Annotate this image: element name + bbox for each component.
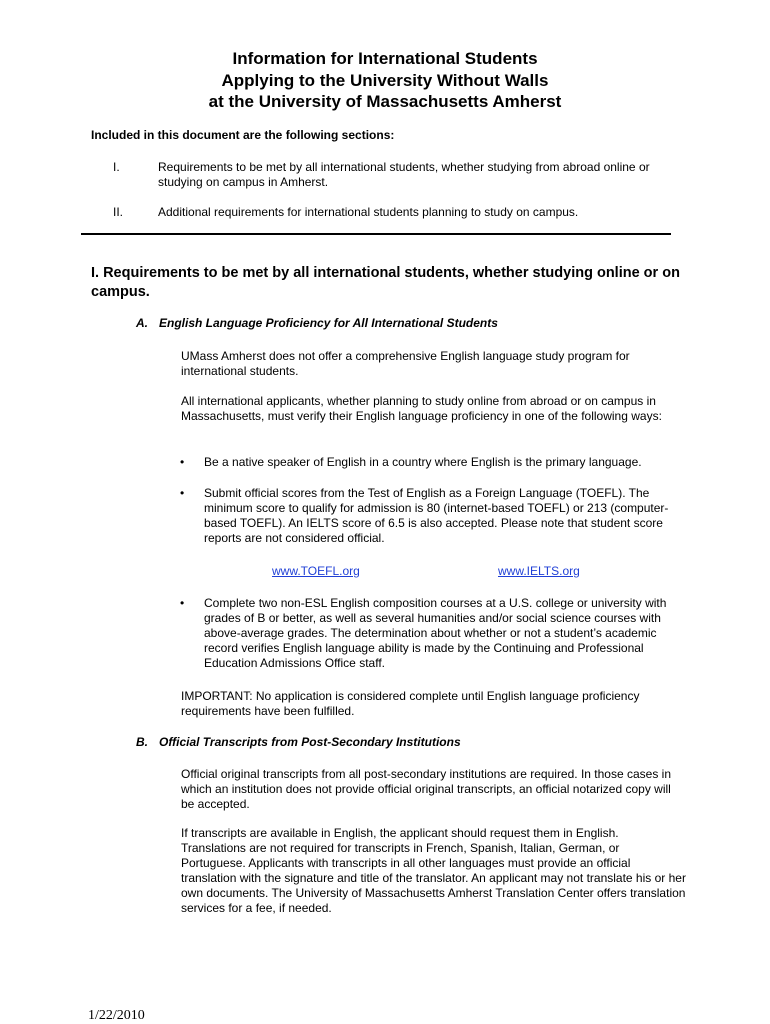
bullet-marker: • (180, 486, 185, 500)
footer-date: 1/22/2010 (88, 1008, 145, 1023)
doc-title-line-2: Applying to the University Without Walls (221, 71, 549, 90)
horizontal-divider (81, 233, 671, 235)
paragraph-official-transcripts: Official original transcripts from all post-secondary institutions are required. In those cases in which an institution does not provide official original transcripts, an official notarized copy will be accepted. (181, 767, 672, 811)
toc-item-1: Requirements to be met by all international students, whether studying from abroad online or studying on campus in Amherst. (158, 160, 650, 189)
bullet-toefl-scores: Submit official scores from the Test of English as a Foreign Language (TOEFL). The minimum score to qualify for admission is 80 (internet-based TOEFL) or 213 (computer-based TOEFL). An IELTS score of 6.5 is also accepted. Please note that student score reports are not considered official. (204, 486, 669, 545)
toc-number-2: II. (113, 205, 124, 219)
toefl-link[interactable]: www.TOEFL.org (272, 564, 360, 578)
subsection-b-letter: B. (136, 735, 148, 749)
bullet-composition-courses: Complete two non-ESL English composition courses at a U.S. college or university with grades of B or better, as well as several humanities and/or social science courses with above-average grades. The determination about whether or not a student’s academic record verifies English language ability is made by the Continuing and Professional Education Admissions Office staff. (204, 596, 667, 670)
intro-text: Included in this document are the following sections: (91, 128, 395, 142)
subsection-b-title: Official Transcripts from Post-Secondary Institutions (159, 735, 461, 749)
doc-title-line-3: at the University of Massachusetts Amherst (208, 92, 562, 111)
doc-title-line-1: Information for International Students (232, 49, 538, 68)
paragraph-no-esl-program: UMass Amherst does not offer a comprehensive English language study program for international students. (181, 349, 630, 378)
paragraph-translations: If transcripts are available in English, the applicant should request them in English. Translations are not required for transcripts in French, Spanish, Italian, German, or Portuguese. Applicants with transcripts in all other languages must provide an official translation with the signature and title of the translator. An applicant may not translate his or her own documents. The University of Massachusetts Amherst Translation Center offers translation services for a fee, if needed. (181, 826, 686, 915)
bullet-marker: • (180, 455, 185, 469)
paragraph-important-note: IMPORTANT: No application is considered complete until English language proficiency requirements have been fulfilled. (181, 689, 640, 718)
bullet-native-speaker: Be a native speaker of English in a country where English is the primary language. (204, 455, 642, 469)
toc-item-2: Additional requirements for international students planning to study on campus. (158, 205, 579, 219)
section-1-heading: I. Requirements to be met by all international students, whether studying online or on campus. (91, 265, 680, 300)
bullet-marker: • (180, 596, 185, 610)
paragraph-proficiency-ways: All international applicants, whether planning to study online from abroad or on campus in Massachusetts, must verify their English language proficiency in one of the following ways: (181, 394, 662, 423)
ielts-link[interactable]: www.IELTS.org (498, 564, 580, 578)
toc-number-1: I. (113, 160, 120, 174)
subsection-a-title: English Language Proficiency for All International Students (159, 316, 498, 330)
subsection-a-letter: A. (136, 316, 148, 330)
